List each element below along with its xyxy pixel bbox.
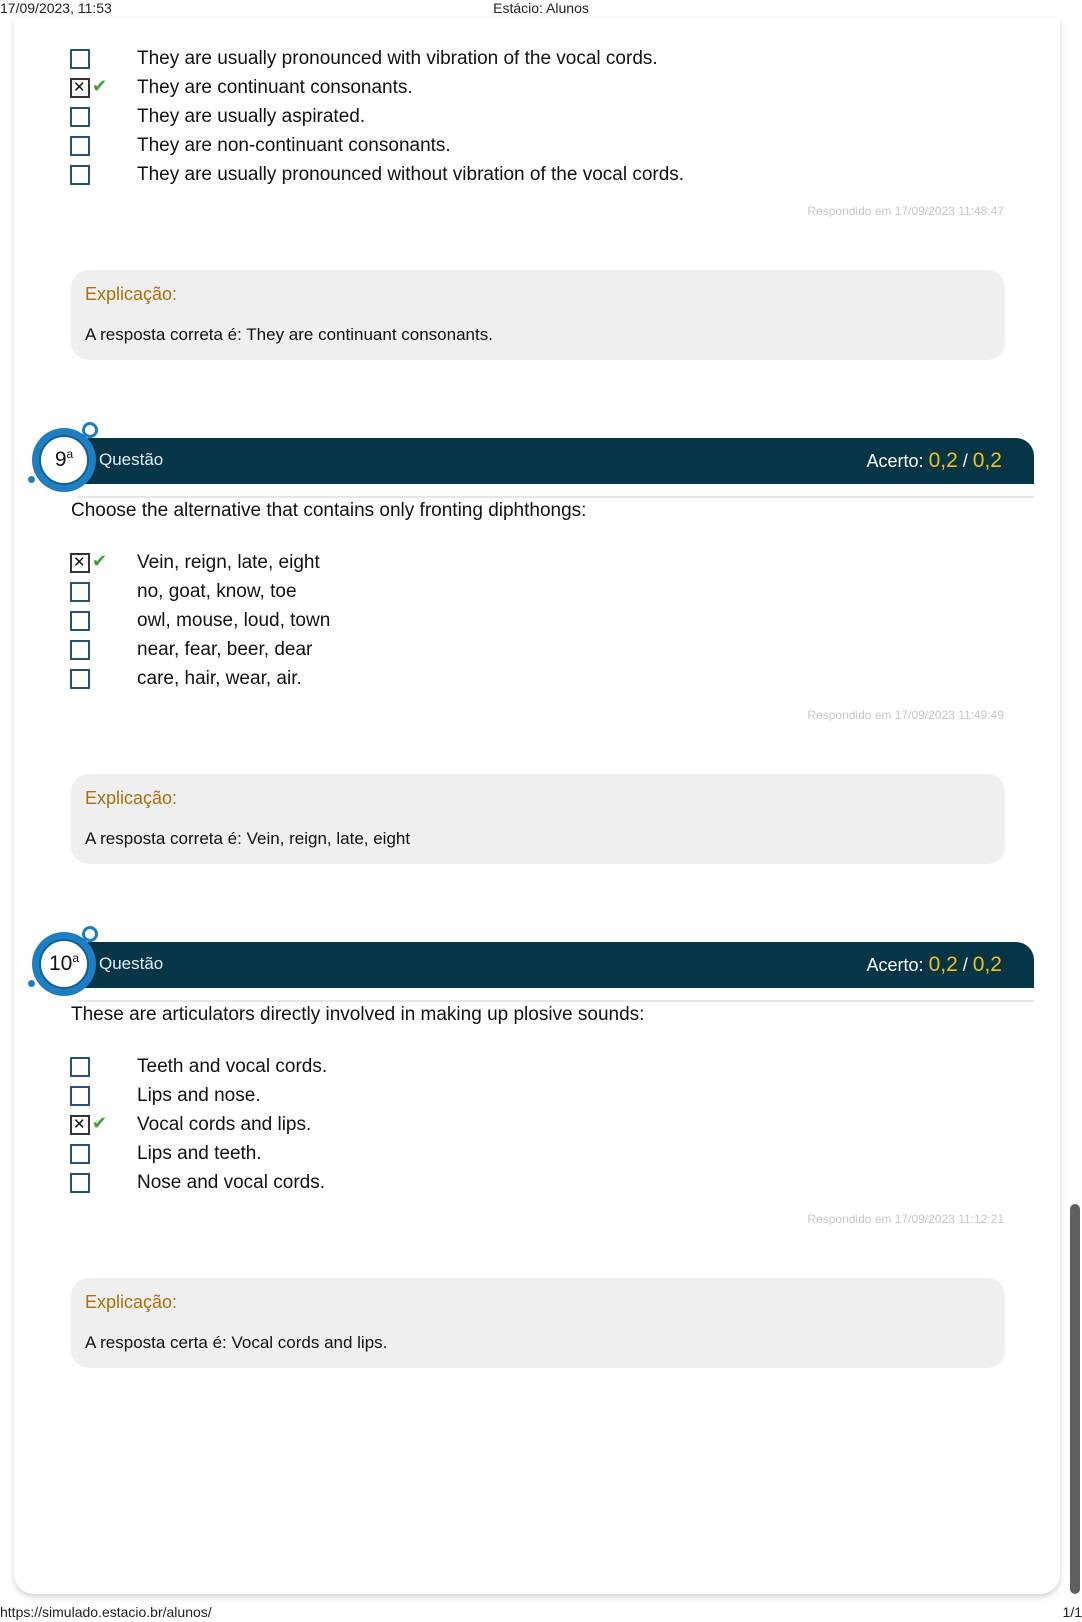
checkbox[interactable] — [70, 669, 90, 689]
q10-answered-timestamp: Respondido em 17/09/2023 11:12:21 — [807, 1212, 1004, 1226]
question-number: 10$^a$ — [48, 951, 80, 975]
q10-option-5[interactable] — [70, 1169, 325, 1197]
option-text: They are usually aspirated. — [137, 106, 366, 127]
q9-option-5[interactable] — [70, 665, 302, 693]
option-text: They are usually pronounced without vibration of the vocal cords. — [137, 164, 685, 185]
correct-check-icon: ✔ — [92, 1113, 108, 1134]
option-text: They are non-continuant consonants. — [137, 135, 451, 156]
q8-option-1[interactable] — [70, 45, 658, 73]
checkbox[interactable] — [70, 611, 90, 631]
option-text: near, fear, beer, dear — [137, 639, 313, 660]
badge-dot — [82, 422, 98, 438]
badge-dot — [28, 476, 35, 483]
q8-option-2[interactable] — [70, 74, 413, 102]
checkbox-checked[interactable] — [70, 1115, 90, 1135]
q9-option-1[interactable] — [70, 549, 320, 577]
option-text: Vocal cords and lips. — [137, 1114, 312, 1135]
print-datetime: 17/09/2023, 11:53 — [0, 0, 112, 16]
explanation-text: A resposta correta é: Vein, reign, late, eight — [85, 829, 411, 848]
option-text: care, hair, wear, air. — [137, 668, 302, 689]
q10-option-1[interactable] — [70, 1053, 328, 1081]
option-text: They are continuant consonants. — [137, 77, 413, 98]
checkbox[interactable] — [70, 640, 90, 660]
question-label: Questão — [99, 954, 164, 973]
print-page-count: 1/1 — [1062, 1604, 1082, 1620]
checkbox-checked[interactable] — [70, 78, 90, 98]
option-text: They are usually pronounced with vibration of the vocal cords. — [137, 48, 658, 69]
q9-question-text: Choose the alternative that contains only fronting diphthongs: — [71, 500, 587, 521]
divider — [78, 1000, 1034, 1002]
badge-dot — [82, 926, 98, 942]
q9-header — [78, 438, 1034, 484]
print-page-title: Estácio: Alunos — [493, 0, 589, 16]
q10-option-3[interactable] — [70, 1111, 312, 1139]
checkbox[interactable] — [70, 582, 90, 602]
q8-answered-timestamp: Respondido em 17/09/2023 11:48:47 — [807, 204, 1004, 218]
checkbox[interactable] — [70, 1144, 90, 1164]
print-footer — [0, 1604, 1082, 1622]
q9-number-badge — [32, 428, 96, 492]
divider — [78, 496, 1034, 498]
q10-header — [78, 942, 1034, 988]
q8-explanation-box — [71, 270, 1005, 360]
checkbox[interactable] — [70, 49, 90, 69]
explanation-label: Explicação: — [85, 1292, 178, 1312]
score-max: 0,2 — [972, 449, 1002, 472]
checkbox[interactable] — [70, 1057, 90, 1077]
q10-option-2[interactable] — [70, 1082, 261, 1110]
score-separator: / — [962, 451, 968, 471]
q10-option-4[interactable] — [70, 1140, 262, 1168]
correct-check-icon: ✔ — [92, 551, 108, 572]
question-number: 9$^a$ — [54, 447, 74, 471]
explanation-text: A resposta correta é: They are continuant consonants. — [85, 325, 493, 344]
option-text: Lips and teeth. — [137, 1143, 262, 1164]
score-value: 0,2 — [928, 449, 958, 472]
explanation-label: Explicação: — [85, 284, 178, 304]
q8-option-3[interactable] — [70, 103, 366, 131]
checkbox-checked[interactable] — [70, 553, 90, 573]
print-url: https://simulado.estacio.br/alunos/ — [0, 1604, 212, 1620]
q8-option-5[interactable] — [70, 161, 685, 189]
option-text: Vein, reign, late, eight — [137, 552, 320, 573]
acerto-label: Acerto: — [866, 451, 924, 471]
acerto-label: Acerto: — [866, 955, 924, 975]
explanation-text: A resposta certa é: Vocal cords and lips. — [85, 1333, 388, 1352]
acerto-score — [867, 449, 1002, 473]
q10-number-badge — [32, 932, 96, 996]
score-separator: / — [962, 955, 968, 975]
checkbox[interactable] — [70, 107, 90, 127]
score-max: 0,2 — [972, 953, 1002, 976]
acerto-score — [867, 953, 1002, 977]
q8-option-4[interactable] — [70, 132, 451, 160]
question-label: Questão — [99, 450, 164, 469]
checkbox[interactable] — [70, 1173, 90, 1193]
option-text: no, goat, know, toe — [137, 581, 297, 602]
explanation-label: Explicação: — [85, 788, 178, 808]
q9-explanation-box — [71, 774, 1005, 864]
checkbox[interactable] — [70, 165, 90, 185]
option-text: owl, mouse, loud, town — [137, 610, 331, 631]
checkbox[interactable] — [70, 136, 90, 156]
print-header — [0, 0, 1082, 16]
score-value: 0,2 — [928, 953, 958, 976]
q9-answered-timestamp: Respondido em 17/09/2023 11:49:49 — [807, 708, 1004, 722]
option-text: Lips and nose. — [137, 1085, 261, 1106]
q9-option-2[interactable] — [70, 578, 297, 606]
q10-question-text: These are articulators directly involved in making up plosive sounds: — [71, 1004, 645, 1025]
q9-option-3[interactable] — [70, 607, 331, 635]
q10-explanation-box — [71, 1278, 1005, 1368]
q9-option-4[interactable] — [70, 636, 313, 664]
option-text: Nose and vocal cords. — [137, 1172, 325, 1193]
option-text: Teeth and vocal cords. — [137, 1056, 328, 1077]
checkbox[interactable] — [70, 1086, 90, 1106]
badge-dot — [28, 980, 35, 987]
vertical-scrollbar[interactable] — [1070, 1204, 1080, 1594]
correct-check-icon: ✔ — [92, 76, 108, 97]
